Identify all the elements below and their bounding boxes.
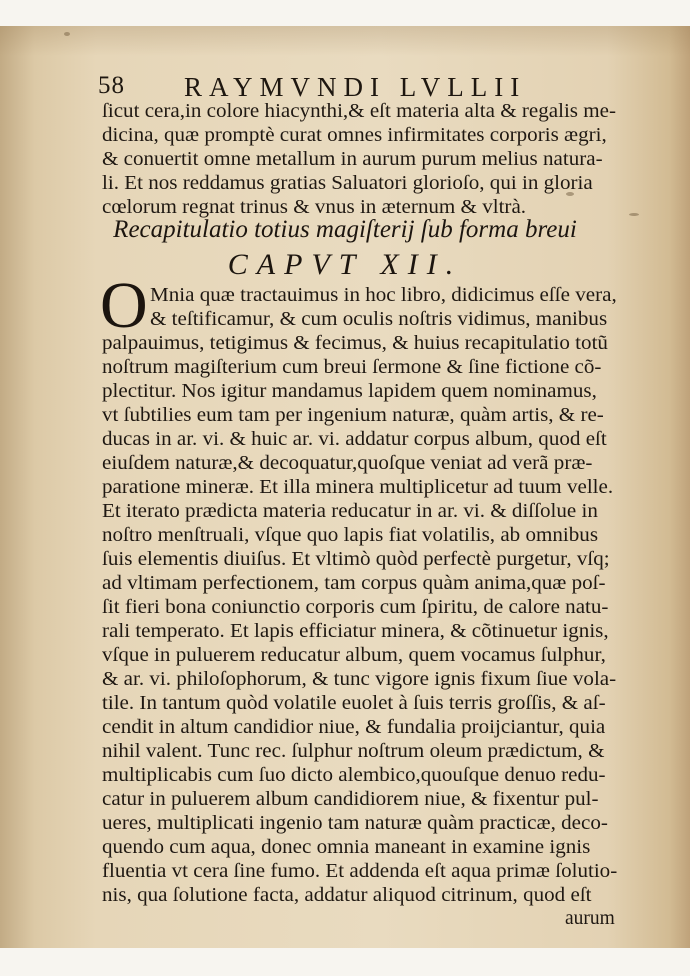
text-line: & ar. vi. philoſophorum, & tunc vigore ignis fixum ſiue vola- (102, 669, 617, 690)
text-line: paratione mineræ. Et illa minera multiplicetur ad tuum velle. (102, 477, 614, 498)
text-line: cendit in altum candidior niue, & fundalia proijciantur, quia (102, 717, 606, 738)
text-line: fluentia vt cera ſine fumo. Et addenda eſt aqua primæ ſolutio- (102, 861, 618, 882)
text-line: eiuſdem naturæ,& decoquatur,quoſque veniat ad verã præ- (102, 453, 593, 474)
text-line: nis, qua ſolutione facta, addatur aliquod citrinum, quod eſt (102, 885, 592, 906)
text-line: nihil valent. Tunc rec. ſulphur noſtrum oleum prædictum, & (102, 741, 605, 762)
book-page (0, 26, 690, 948)
text-line: vt ſubtilies eum tam per ingenium naturæ, quàm artis, & re- (102, 405, 604, 426)
drop-cap: O (100, 269, 148, 342)
text-line: palpauimus, tetigimus & fecimus, & huius recapitulatio totũ (102, 333, 608, 354)
text-line: ad vltimam perfectionem, tam corpus quàm anima,quæ poſ- (102, 573, 606, 594)
text-line: dicina, quæ promptè curat omnes infirmitates corporis ægri, (102, 125, 607, 146)
text-line: multiplicabis cum ſuo dicto alembico,quouſque denuo redu- (102, 765, 606, 786)
text-line: Mnia quæ tractauimus in hoc libro, didicimus eſſe vera, (150, 285, 617, 306)
section-title: Recapitulatio totius magiſterij ſub forma breui (113, 216, 577, 243)
text-line: ſicut cera,in colore hiacynthi,& eſt materia alta & regalis me- (102, 101, 616, 122)
text-line: ueres, multiplicati ingenio tam naturæ quàm practicæ, deco- (102, 813, 608, 834)
text-line: quendo cum aqua, donec omnia maneant in examine ignis (102, 837, 591, 858)
running-title: RAYMVNDI LVLLII (184, 72, 527, 102)
text-line: ſuis elementis diuiſus. Et vltimò quòd perfectè purgetur, vſq; (102, 549, 610, 570)
text-line: & teſtificamur, & cum oculis noſtris vidimus, manibus (150, 309, 608, 330)
ink-speck (64, 32, 70, 36)
text-line: & conuertit omne metallum in aurum purum melius natura- (102, 149, 603, 170)
text-line: rali temperato. Et lapis efficiatur minera, & cõtinuetur ignis, (102, 621, 609, 642)
text-line: catur in puluerem album candidiorem niue, & fixentur pul- (102, 789, 599, 810)
text-line: Et iterato prædicta materia reducatur in ar. vi. & diſſolue in (102, 501, 598, 522)
chapter-heading: CAPVT XII. (227, 248, 463, 281)
catchword: aurum (565, 908, 615, 929)
page-number: 58 (98, 72, 125, 99)
text-line: cœlorum regnat trinus & vnus in æternum & vltrà. (102, 197, 527, 218)
text-line: ſit fieri bona coniunctio corporis cum ſpiritu, de calore natu- (102, 597, 609, 618)
text-line: noſtrum magiſterium cum breui ſermone & ſine fictione cõ- (102, 357, 602, 378)
text-line: plectitur. Nos igitur mandamus lapidem quem nominamus, (102, 381, 597, 402)
text-line: vſque in puluerem reducatur album, quem vocamus ſulphur, (102, 645, 606, 666)
text-line: noſtro menſtruali, vſque quo lapis fiat volatilis, ab omnibus (102, 525, 599, 546)
text-line: ducas in ar. vi. & huic ar. vi. addatur corpus album, quod eſt (102, 429, 607, 450)
text-line: li. Et nos reddamus gratias Saluatori glorioſo, qui in gloria (102, 173, 593, 194)
text-line: tile. In tantum quòd volatile euolet à ſuis terris groſſis, & aſ- (102, 693, 606, 714)
